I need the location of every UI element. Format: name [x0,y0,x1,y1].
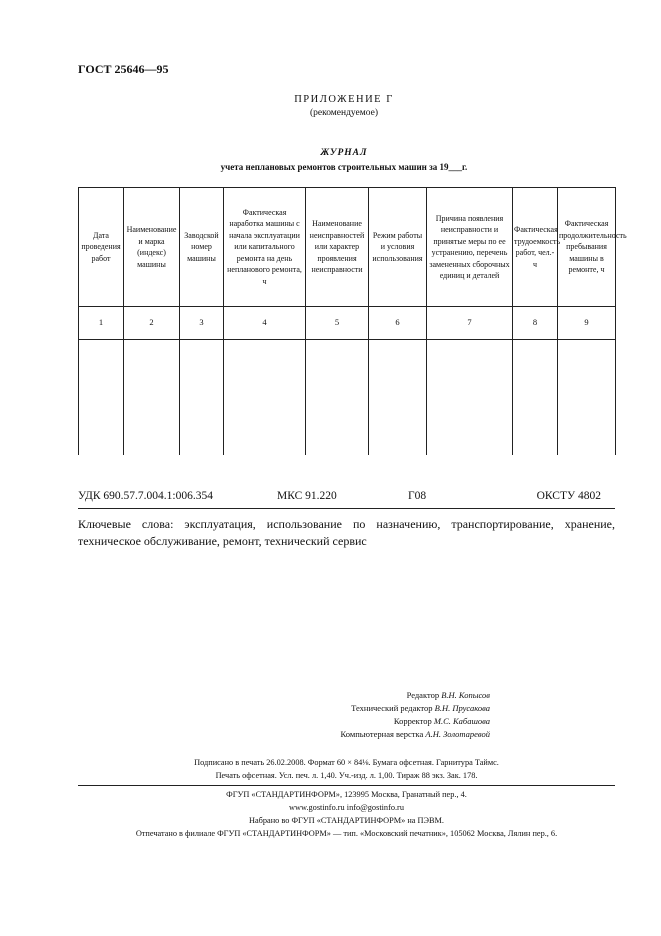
column-number: 4 [224,307,306,340]
column-number: 2 [124,307,180,340]
column-header: Наименование и марка (индекс) машины [124,188,180,307]
staff-layout [200,729,490,739]
column-header: Режим работы и условия использования [369,188,427,307]
column-number: 6 [369,307,427,340]
udk-code: УДК 690.57.7.004.1:006.354 [78,490,213,502]
column-header: Фактическая наработка машины с начала эксплуатации или капитального ремонта на день непланового ремонта, ч [224,188,306,307]
table-empty-row [79,340,616,456]
group-code: Г08 [408,490,427,502]
divider [78,508,615,509]
column-header: Заводской номер машины [180,188,224,307]
journal-title: ЖУРНАЛ [320,148,368,158]
mks-code: МКС 91.220 [277,490,337,502]
column-number: 9 [558,307,616,340]
staff-name: В.Н. Прусакова [434,703,490,713]
column-number-row [79,307,616,340]
staff-name: А.Н. Золотаревой [425,729,490,739]
staff-editor [200,690,490,700]
staff-name: В.Н. Копысов [441,690,490,700]
column-header: Наименование неисправностей или характер проявления неисправности [306,188,369,307]
column-header: Фактическая продолжительность пребывания машины в ремонте, ч [558,188,616,307]
staff-tech-editor [200,703,490,713]
column-header: Дата проведения работ [79,188,124,307]
table-cell [224,340,306,456]
standard-number: ГОСТ 25646—95 [78,62,169,76]
imprint-line: Печать офсетная. Усл. печ. л. 1,40. Уч.-изд. л. 1,00. Тираж 88 экз. Зак. 178. [215,771,478,780]
staff-role: Технический редактор [351,703,433,713]
imprint-line: Отпечатано в филиале ФГУП «СТАНДАРТИНФОРМ» — тип. «Московский печатник», 105062 Москва, Лялин пер., 6. [135,829,558,838]
table-cell [306,340,369,456]
imprint-line: ФГУП «СТАНДАРТИНФОРМ», 123995 Москва, Гранатный пер., 4. [226,790,467,799]
journal-subtitle: учета неплановых ремонтов строительных машин за 19___г. [220,162,468,172]
table-cell [369,340,427,456]
keywords-text: Ключевые слова: эксплуатация, использование по назначению, транспортирование, хранение, техническое обслуживание, ремонт, технический сервис [78,517,615,548]
table-header-row [79,188,616,307]
column-number: 7 [427,307,513,340]
staff-name: М.С. Кабашова [433,716,490,726]
imprint-line: Подписано в печать 26.02.2008. Формат 60 × 84⅛. Бумага офсетная. Гарнитура Таймс. [194,758,499,767]
imprint-line: Набрано во ФГУП «СТАНДАРТИНФОРМ» на ПЭВМ. [248,816,445,825]
table-cell [427,340,513,456]
journal-table [78,187,627,455]
appendix-note: (рекомендуемое) [309,108,379,118]
column-number: 1 [79,307,124,340]
column-header: Фактическая трудоемкость работ, чел.-ч [513,188,558,307]
staff-role: Компьютерная верстка [340,729,424,739]
column-number: 5 [306,307,369,340]
staff-proofreader [200,716,490,726]
table-cell [513,340,558,456]
table-cell [79,340,124,456]
column-number: 8 [513,307,558,340]
column-header: Причина появления неисправности и принятые меры по ее устранению, перечень замененных сборочных единиц и деталей [427,188,513,307]
divider [78,785,615,786]
table-cell [558,340,616,456]
column-number: 3 [180,307,224,340]
appendix-title: ПРИЛОЖЕНИЕ Г [294,94,394,105]
staff-role: Корректор [393,716,432,726]
table-cell [180,340,224,456]
staff-role: Редактор [406,690,440,700]
imprint-line: www.gostinfo.ru info@gostinfo.ru [289,803,404,812]
okstu-code: ОКСТУ 4802 [536,490,601,502]
table-cell [124,340,180,456]
